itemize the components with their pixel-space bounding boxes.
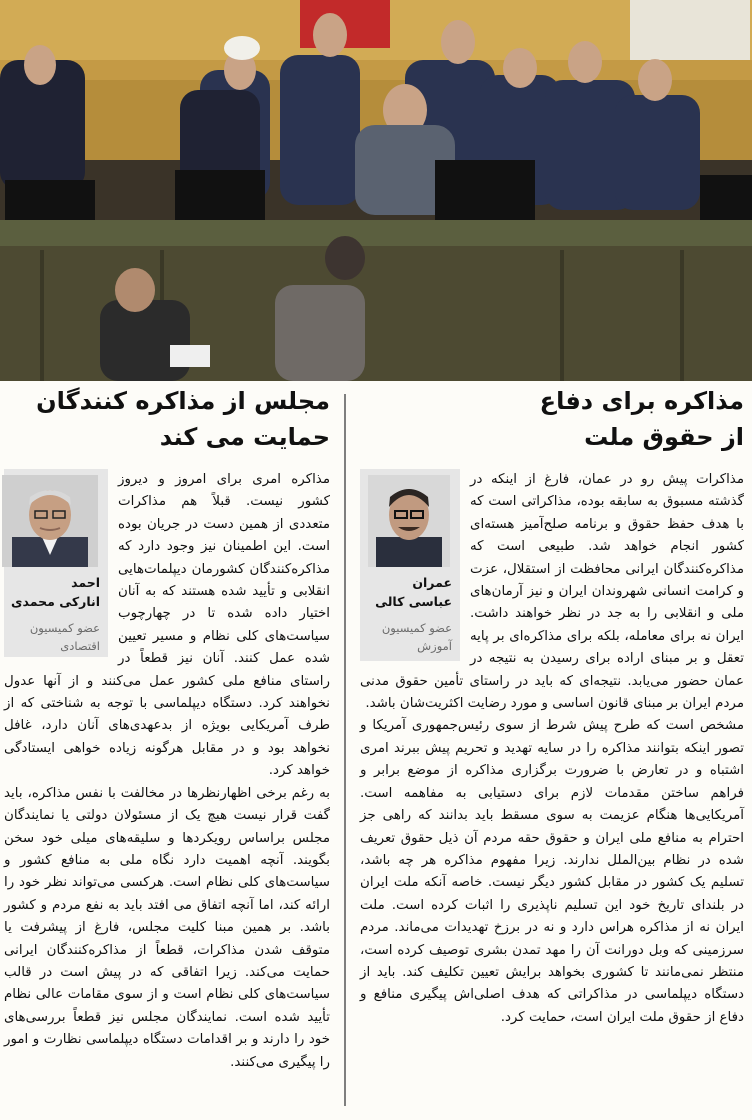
left-title-line1: مجلس از مذاکره کنندگان	[36, 387, 330, 415]
left-author-box	[4, 469, 108, 657]
left-paragraph-2: به رغم برخی اظهارنظرها در مخالفت با نفس مذاکره، باید گفت قرار نیست هیچ یک از مسئولان دولتی یا نمایندگان مجلس براساس رویکردها و سلیقه‌های میلی خود سخن بگویند. آنچه اهمیت دارد نگاه ملی به منافع کشور و سیاست‌های کلی نظام است. هرکسی می‌تواند نظر خود را ارائه کند، اما آنچه اتفاق می افتد باید به نفع مردم و کشور باشد. بر همین مبنا کلیت مجلس، فارغ از پیشرفت یا متوقف شدن مذاکرات، قطعاً از مذاکره‌کنندگان ایرانی حمایت می‌کند. زیرا اتفاقی که در پیش است در قالب سیاست‌های کلی نظام است و از سوی مقامات عالی نظام تأیید شده است. نمایندگان مجلس نیز قطعاً بررسی‌های خود را دارند و بر اقدامات دستگاه دیپلماسی نظارت و امور را پیگیری می‌کنند.	[4, 785, 330, 1070]
right-author-name: عمران عباسی کالی	[375, 575, 452, 609]
author-portrait	[368, 475, 450, 567]
right-author-box	[360, 469, 460, 661]
left-article-body	[0, 469, 338, 1074]
author-portrait	[2, 475, 98, 567]
parliament-session-photo	[0, 0, 752, 381]
left-article	[0, 381, 338, 1120]
left-title-line2: حمایت می کند	[159, 423, 330, 451]
left-article-title	[0, 381, 338, 469]
right-author-role: عضو کمیسیون آموزش	[381, 621, 452, 653]
left-author-role: عضو کمیسیون اقتصادی	[29, 621, 100, 653]
right-title-line2: از حقوق ملت	[584, 423, 744, 451]
left-author-name: احمد انارکی محمدی	[11, 575, 100, 609]
right-article-title	[356, 381, 752, 469]
right-paragraph-1: مذاکرات پیش رو در عمان، فارغ از اینکه در گذشته مسبوق به سابقه بوده، مذاکراتی است که با هدف حفظ حقوق و برنامه صلح‌آمیز هسته‌ای کشور انجام خواهد شد. طبیعی است که مذاکره‌کنندگان ایرانی محافظت از استقلال، عزت و کرامت انسانی شهروندان ایران و نیز آرمان‌های ملی و انقلابی را به جد در نظر خواهند داشت. ایران نه برای معامله، بلکه برای مذاکره‌ای بر پایه تعقل و بر مبنای اراده برای رسیدن به نتیجه در عمان حضور می‌یابد. نتیجه‌ای که باید در راستای تأمین حقوق مدنی مردم ایران بر مبنای قانون اساسی و مورد رضایت اکثریت‌شان باشد.	[360, 472, 744, 712]
column-divider	[344, 394, 346, 1106]
left-paragraph-1: مذاکره امری برای امروز و دیروز کشور نیست. قبلاً هم مذاکرات متعددی از همین دست در جریان بوده است. این اطمینان نیز وجود دارد که مذاکره‌کنندگان کشورمان دیپلمات‌هایی انقلابی و تأیید شده هستند که به آنان اختیار داده شده تا در چهارچوب سیاست‌های کلی نظام و مسیر تعیین شده عمل کنند. آنان نیز قطعاً در راستای منافع ملی کشور عمل می‌کنند و از آنها عدول نخواهند کرد. دستگاه دیپلماسی با توجه به شناختی که از طرف آمریکایی بویژه از بدعهدی‌های آنان دارد، غافل نخواهد بود و در مقابل هرگونه زیاده خواهی ایستادگی خواهد کرد.	[4, 472, 330, 779]
right-title-line1: مذاکره برای دفاع	[539, 387, 744, 415]
right-article	[356, 381, 752, 1120]
right-paragraph-2: مشخص است که طرح پیش شرط از سوی رئیس‌جمهوری آمریکا و تصور اینکه بتوانند مذاکره را در سایه تهدید و تحریم پیش ببرند امری اشتباه و در تعارض با ضرورت برگزاری مذاکره از موضع برابر و فراهم ساختن مقدمات لازم برای دستیابی به مفاهمه است. آمریکایی‌ها هنگام عزیمت به سوی مسقط باید بدانند که راهی جز احترام به منافع ملی ایران و حقوق حقه مردم آن ذیل حقوق تعریف شده در نظام بین‌الملل ندارند. زیرا مفهوم مذاکره هر چه باشد، تسلیم یک کشور در مقابل کشور دیگر نیست. خاصه آنکه ملت ایران در بلندای تاریخ خود این تسلیم ناپذیری را اثبات کرده است. ملت ایران نه از مذاکره هراس دارد و نه در برزخ تهدیدات می‌ماند. مردم سرزمینی که وبل دورانت آن را مهد تمدن بشری توصیف کرده است، منتظر نمی‌مانند تا کشوری بخواهد برایش تعیین تکلیف کند. باید از دستگاه دیپلماسی در مذاکراتی که هدف اصلی‌اش پیگیری منافع و دفاع از حقوق ملت ایران است، حمایت کرد.	[360, 718, 744, 1025]
right-article-body	[356, 469, 752, 1029]
